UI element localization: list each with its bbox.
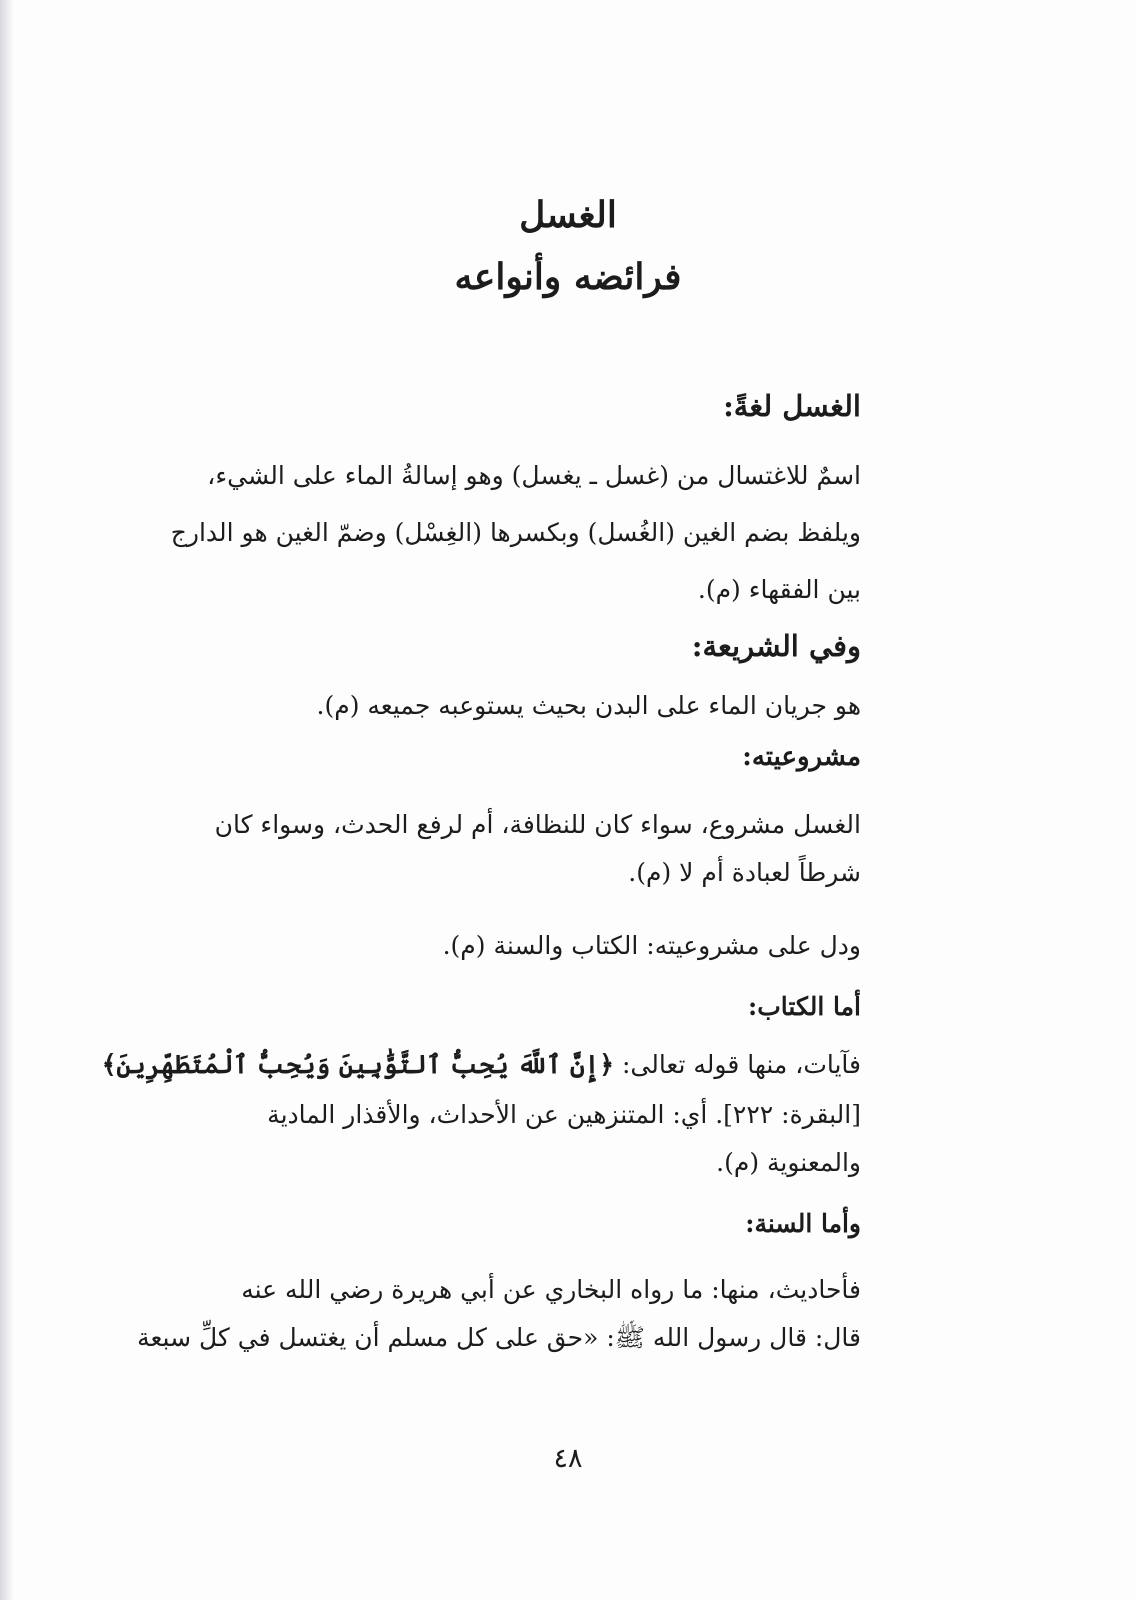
paragraph-line: ويلفظ بضم الغين (الغُسل) وبكسرها (الغِسْل) وضمّ الغين هو الدارج [170, 518, 861, 547]
paragraph-line: فأحاديث، منها: ما رواه البخاري عن أبي هريرة رضي الله عنه [241, 1275, 861, 1304]
heading-sharia: وفي الشريعة: [691, 629, 861, 663]
heading-sunna: وأما السنة: [745, 1209, 861, 1238]
heading-mashruiyya: مشروعيته: [742, 742, 861, 772]
paragraph-line: شرطاً لعبادة أم لا (م). [628, 858, 861, 887]
paragraph-line: هو جريان الماء على البدن بحيث يستوعبه جميعه (م). [316, 691, 861, 720]
heading-lugha: الغسل لغةً: [723, 389, 861, 423]
paragraph-line: الغسل مشروع، سواء كان للنظافة، أم لرفع الحدث، وسواء كان [214, 810, 861, 839]
paragraph-line: قال: قال رسول الله ﷺ: «حق على كل مسلم أن يغتسل في كلِّ سبعة [137, 1323, 861, 1352]
page-edge-shadow [0, 0, 14, 1600]
paragraph-line: [البقرة: ٢٢٢]. أي: المتنزهين عن الأحداث، والأقذار المادية [267, 1100, 861, 1129]
heading-kitab: أما الكتاب: [748, 992, 861, 1021]
paragraph-line: اسمٌ للاغتسال من (غسل ـ يغسل) وهو إسالةُ الماء على الشيء، [207, 461, 861, 490]
kitab-intro: فآيات، منها قوله تعالى: [621, 1050, 861, 1079]
quran-line [102, 1052, 861, 1077]
page-number: ٤٨ [553, 1443, 583, 1474]
chapter-title: الغسل [519, 194, 617, 236]
paragraph-line: بين الفقهاء (م). [697, 575, 861, 604]
chapter-subtitle: فرائضه وأنواعه [454, 256, 682, 298]
quran-verse: ﴿إِنَّ ٱللَّهَ يُحِبُّ ٱلتَّوَّٰبِينَ وَيُحِبُّ ٱلْمُتَطَهِّرِينَ﴾ [101, 1050, 614, 1079]
paragraph-line: ودل على مشروعيته: الكتاب والسنة (م). [442, 931, 861, 960]
paragraph-line: والمعنوية (م). [716, 1148, 861, 1177]
